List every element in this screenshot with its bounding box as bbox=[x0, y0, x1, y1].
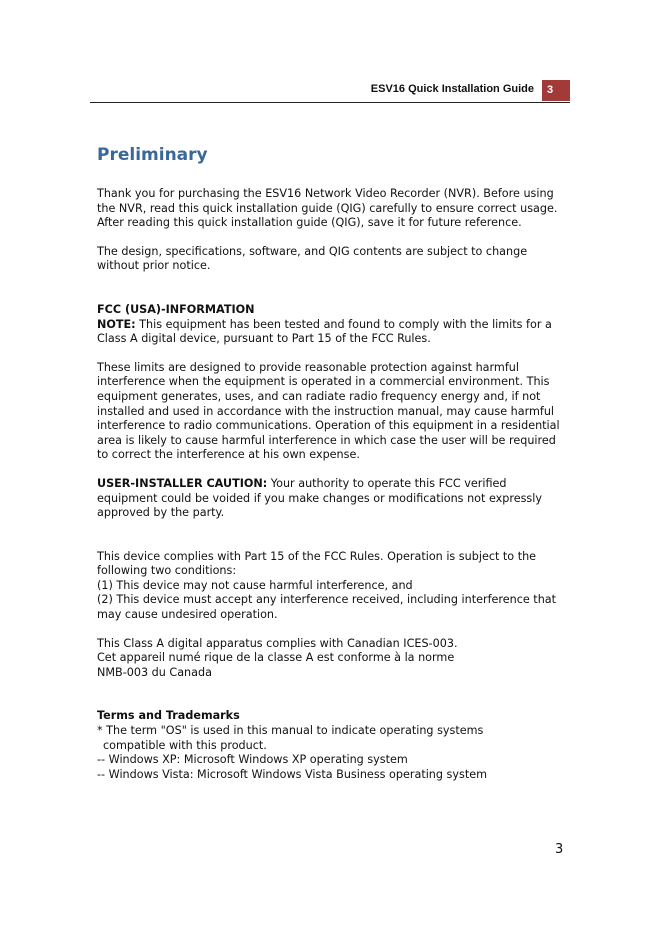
note-text: This equipment has been tested and found to comply with the limits for a Class A digital device, pursuant to Part 15 of the FCC Rules. bbox=[97, 317, 552, 346]
compliance-intro: This device complies with Part 15 of the FCC Rules. Operation is subject to the following two conditions: bbox=[97, 549, 537, 578]
os-line-1: * The term "OS" is used in this manual to indicate operating systems bbox=[97, 724, 484, 738]
caution-label: USER-INSTALLER CAUTION: bbox=[97, 476, 268, 490]
windows-xp-line: -- Windows XP: Microsoft Windows XP operating system bbox=[97, 753, 408, 767]
intro-paragraph: Thank you for purchasing the ESV16 Network Video Recorder (NVR). Before using the NVR, read this quick installation guide (QIG) carefully to ensure correct usage. After reading this quick installation guide (QIG), save it for future reference. bbox=[97, 187, 558, 230]
limits-paragraph: These limits are designed to provide reasonable protection against harmful interference when the equipment is operated in a commercial environment. This equipment generates, uses, and can radiate radio frequency energy and, if not installed and used in accordance with the instruction manual, may cause harmful interference to radio communications. Operation of this equipment in a residential area is likely to cause harmful interference in which case the user will be required to correct the interference at his own expense. bbox=[97, 360, 560, 462]
notice-paragraph: The design, specifications, software, and QIG contents are subject to change without prior notice. bbox=[97, 244, 528, 273]
condition-2: (2) This device must accept any interference received, including interference that may cause undesired operation. bbox=[97, 593, 557, 622]
canada-line-3: NMB-003 du Canada bbox=[97, 665, 212, 679]
section-title: Preliminary bbox=[97, 145, 208, 165]
windows-vista-line: -- Windows Vista: Microsoft Windows Vista Business operating system bbox=[97, 767, 488, 781]
page-header bbox=[90, 80, 570, 103]
note-label: NOTE: bbox=[97, 317, 136, 331]
page-number: 3 bbox=[555, 842, 564, 857]
caution-text: Your authority to operate this FCC verified equipment could be voided if you make changes or modifications not expressly approved by the party. bbox=[97, 476, 542, 520]
header-page-badge: 3 bbox=[542, 80, 570, 101]
fcc-note bbox=[97, 318, 569, 347]
header-title: ESV16 Quick Installation Guide bbox=[370, 83, 534, 95]
page-content bbox=[97, 145, 569, 782]
condition-1: (1) This device may not cause harmful interference, and bbox=[97, 578, 413, 592]
canada-line-1: This Class A digital apparatus complies with Canadian ICES-003. bbox=[97, 636, 458, 650]
canada-line-2: Cet appareil numé rique de la classe A est conforme à la norme bbox=[97, 651, 455, 665]
fcc-heading: FCC (USA)-INFORMATION bbox=[97, 302, 255, 316]
os-line-2: compatible with this product. bbox=[103, 738, 267, 752]
caution-paragraph bbox=[97, 477, 569, 521]
terms-heading: Terms and Trademarks bbox=[97, 709, 240, 723]
